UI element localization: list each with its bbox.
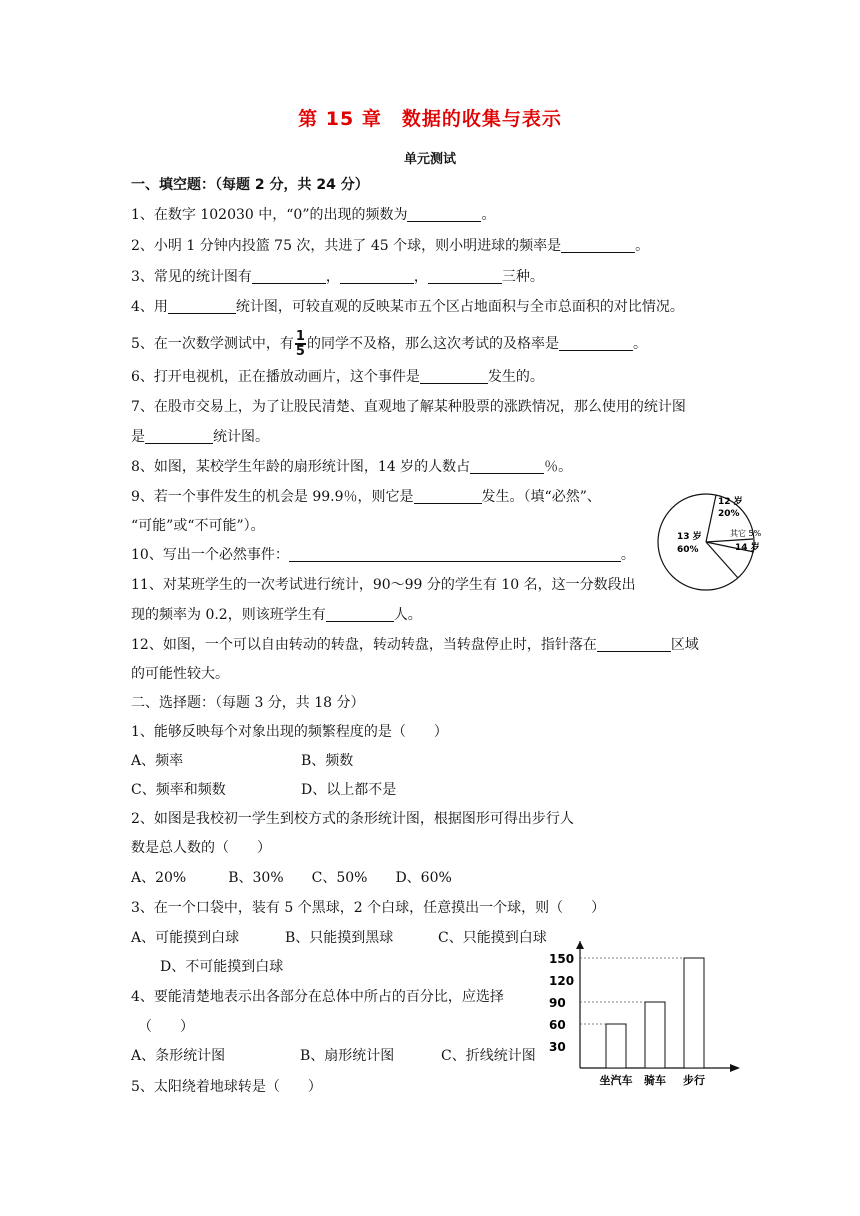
pie-pct-13: 60% (677, 545, 699, 555)
answer-blank (414, 489, 482, 504)
question-1-2: 2、小明 1 分钟内投篮 75 次，共进了 45 个球，则小明进球的频率是 。 (131, 238, 650, 254)
bar (606, 1024, 626, 1068)
answer-blank (407, 207, 481, 222)
answer-blank (326, 607, 394, 622)
question-1-5: 5、在一次数学测试中，有 $\frac{1}{5}$ 的同学不及格，那么这次考试的及格率是 。 (131, 329, 647, 359)
pie-pct-12: 20% (718, 509, 740, 519)
question-2-1-option-c: C、频率和频数 (131, 782, 226, 798)
bar (645, 1002, 665, 1068)
question-2-2-line1: 2、如图是我校初一学生到校方式的条形统计图，根据图形可得出步行人 (131, 811, 574, 827)
category-label: 坐汽车 (599, 1074, 633, 1087)
answer-blank (340, 269, 414, 284)
question-2-2-options: A、20% B、30% C、50% D、60% (131, 870, 452, 886)
question-1-4: 4、用 统计图，可较直观的反映某市五个区占地面积与全市总面积的对比情况。 (131, 299, 684, 315)
y-tick-label: 150 (549, 952, 575, 966)
age-pie-chart (650, 486, 762, 598)
y-axis-arrow (576, 941, 584, 949)
question-2-3-option-d: D、不可能摸到白球 (160, 959, 284, 975)
question-2-4-line1: 4、要能清楚地表示出各部分在总体中所占的百分比，应选择 (131, 989, 504, 1005)
answer-blank (168, 299, 236, 314)
question-2-3: 3、在一个口袋中，装有 5 个黑球，2 个白球，任意摸出一个球，则（ ） (131, 900, 606, 916)
question-1-8: 8、如图，某校学生年龄的扇形统计图，14 岁的人数占 ％。 (131, 459, 573, 475)
y-tick-label: 30 (549, 1040, 566, 1054)
answer-blank (561, 238, 635, 253)
question-2-1-option-d: D、以上都不是 (301, 782, 397, 798)
answer-blank (559, 336, 633, 351)
question-1-1: 1、在数字 102030 中，“0”的出现的频数为 。 (131, 207, 496, 223)
question-1-12-line1: 12、如图，一个可以自由转动的转盘，转动转盘，当转盘停止时，指针落在 区域 (131, 637, 699, 653)
answer-blank (289, 547, 621, 562)
y-tick-label: 90 (549, 996, 566, 1010)
question-2-2-line2: 数是总人数的（ ） (131, 840, 271, 856)
answer-blank (470, 459, 544, 474)
pie-label-other: 其它 5% (730, 529, 762, 538)
question-2-3-option-c: C、只能摸到白球 (438, 930, 547, 946)
question-2-1: 1、能够反映每个对象出现的频繁程度的是（ ） (131, 724, 448, 740)
question-2-4-option-c: C、折线统计图 (441, 1048, 536, 1064)
question-2-4-line2: （ ） (138, 1019, 194, 1035)
pie-label-13: 13 岁 (677, 532, 702, 542)
y-tick-label: 120 (549, 974, 575, 988)
question-1-6: 6、打开电视机，正在播放动画片，这个事件是 发生的。 (131, 369, 544, 385)
question-1-12-line2: 的可能性较大。 (131, 666, 229, 682)
question-1-9-line2: “可能”或“不可能”）。 (131, 518, 265, 534)
answer-blank (597, 637, 671, 652)
x-axis-arrow (730, 1064, 740, 1072)
section1-heading: 一、填空题：（每题 2 分，共 24 分） (131, 177, 369, 193)
category-label: 骑车 (644, 1074, 666, 1087)
commute-bar-chart (545, 925, 750, 1090)
question-2-4-option-b: B、扇形统计图 (300, 1048, 395, 1064)
page-title: 第 15 章 数据的收集与表示 (298, 108, 562, 130)
section2-heading: 二、选择题：（每题 3 分，共 18 分） (131, 695, 365, 711)
question-1-3: 3、常见的统计图有 ， ， 三种。 (131, 269, 544, 285)
answer-blank (420, 369, 488, 384)
pie-label-12: 12 岁 (718, 497, 743, 507)
category-label: 步行 (683, 1074, 705, 1087)
y-tick-label: 60 (549, 1018, 566, 1032)
question-2-3-option-a: A、可能摸到白球 (131, 930, 240, 946)
question-2-4-option-a: A、条形统计图 (131, 1048, 226, 1064)
question-1-7-line1: 7、在股市交易上，为了让股民清楚、直观地了解某种股票的涨跌情况，那么使用的统计图 (131, 399, 686, 415)
question-2-3-option-b: B、只能摸到黑球 (285, 930, 394, 946)
question-2-1-option-b: B、频数 (301, 753, 354, 769)
question-1-10: 10、写出一个必然事件： 。 (131, 547, 635, 563)
question-2-5: 5、太阳绕着地球转是（ ） (131, 1079, 322, 1095)
pie-label-14: 14 岁 (735, 543, 760, 553)
answer-blank (145, 429, 213, 444)
bar (684, 958, 704, 1068)
page-subtitle: 单元测试 (403, 152, 456, 167)
question-1-7-line2: 是 统计图。 (131, 429, 269, 445)
fraction-one-fifth: $\frac{1}{5}$ (295, 329, 305, 359)
question-2-1-option-a: A、频率 (131, 753, 184, 769)
question-1-11-line2: 现的频率为 0.2，则该班学生有 人。 (131, 607, 422, 623)
question-1-11-line1: 11、对某班学生的一次考试进行统计，90～99 分的学生有 10 名，这一分数段出 (131, 577, 636, 593)
question-1-9-line1: 9、若一个事件发生的机会是 99.9％，则它是 发生。（填“必然”、 (131, 489, 601, 505)
answer-blank (428, 269, 502, 284)
answer-blank (252, 269, 326, 284)
